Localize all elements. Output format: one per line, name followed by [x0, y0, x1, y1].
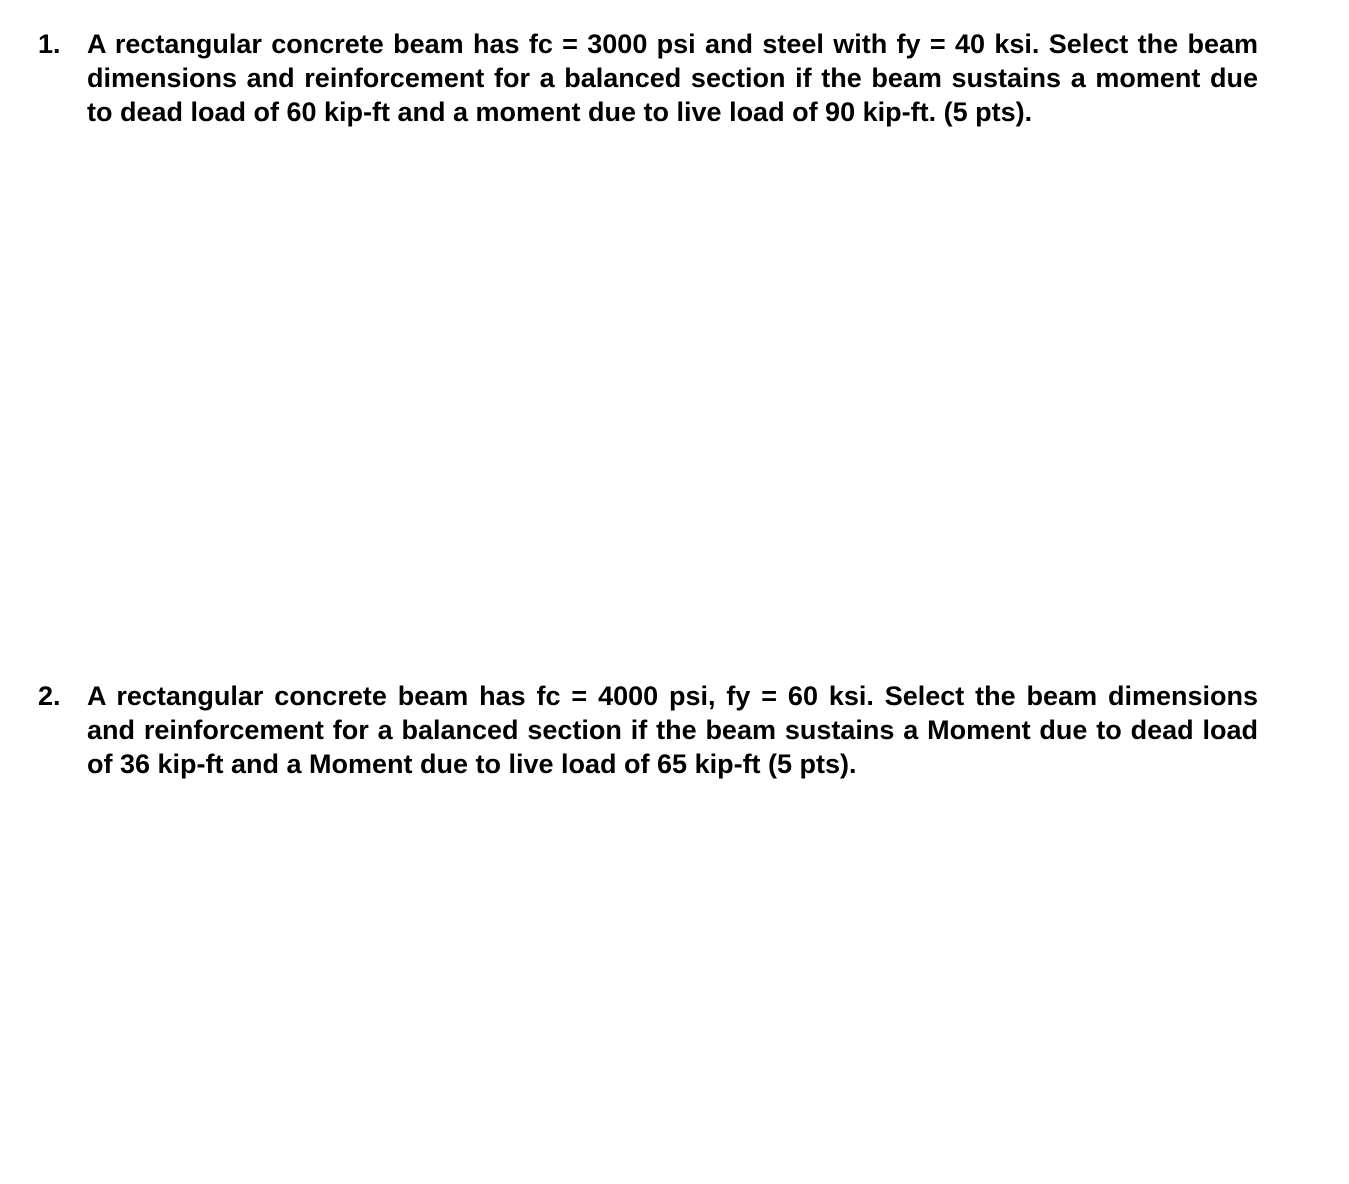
question-text: A rectangular concrete beam has fc = 3000 psi and steel with fy = 40 ksi. Select the beam dimensions and reinforcement for a balanced section if the beam sustains a moment due to dead load of 60 kip-ft and a moment due to live load of 90 kip-ft. (5 pts). — [87, 29, 1258, 127]
question-text: A rectangular concrete beam has fc = 4000 psi, fy = 60 ksi. Select the beam dimensions and reinforcement for a balanced section if the beam sustains a Moment due to dead load of 36 kip-ft and a Moment due to live load of 65 kip-ft (5 pts). — [87, 681, 1258, 779]
question-2 — [38, 679, 1258, 781]
question-number: 2. — [38, 681, 61, 711]
question-number: 1. — [38, 29, 61, 59]
question-1 — [38, 27, 1258, 129]
